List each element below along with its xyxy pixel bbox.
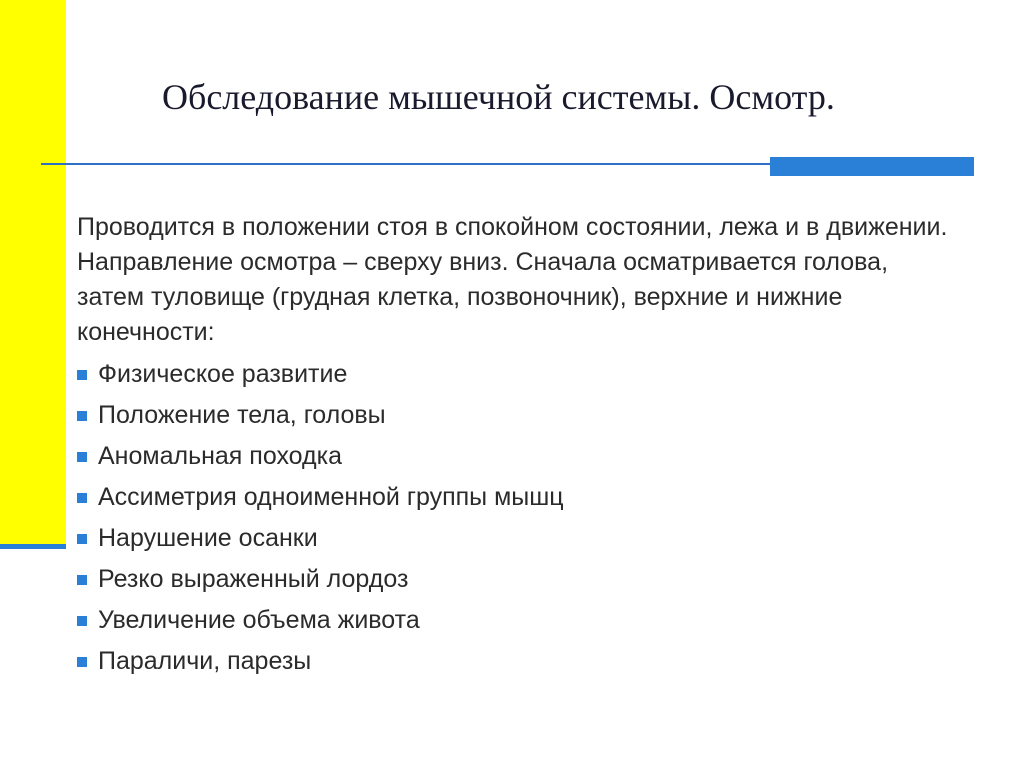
title-divider-accent [770,157,974,176]
list-item-text: Ассиметрия одноименной группы мышц [98,483,564,511]
square-bullet-icon [77,657,87,667]
square-bullet-icon [77,575,87,585]
list-item [77,600,564,641]
list-item [77,395,564,436]
side-bar-decoration [0,0,66,548]
bullet-list [77,354,564,682]
list-item-text: Параличи, парезы [98,647,312,675]
list-item-text: Увеличение объема живота [98,606,420,634]
square-bullet-icon [77,534,87,544]
list-item-text: Физическое развитие [98,360,348,388]
list-item-text: Аномальная походка [98,442,342,470]
list-item [77,641,564,682]
list-item-text: Нарушение осанки [98,524,318,552]
list-item-text: Положение тела, головы [98,401,386,429]
square-bullet-icon [77,452,87,462]
list-item [77,436,564,477]
square-bullet-icon [77,493,87,503]
list-item [77,354,564,395]
list-item-text: Резко выраженный лордоз [98,565,409,593]
side-bar-accent-line [0,544,66,549]
list-item [77,559,564,600]
list-item [77,477,564,518]
intro-paragraph: Проводится в положении стоя в спокойном состоянии, лежа и в движении. Направление осмотра – сверху вниз. Сначала осматривается голова, затем туловище (грудная клетка, позвоночник), верхние и нижние конечности: [77,213,948,346]
square-bullet-icon [77,370,87,380]
slide-title: Обследование мышечной системы. Осмотр. [162,77,835,117]
square-bullet-icon [77,411,87,421]
square-bullet-icon [77,616,87,626]
list-item [77,518,564,559]
